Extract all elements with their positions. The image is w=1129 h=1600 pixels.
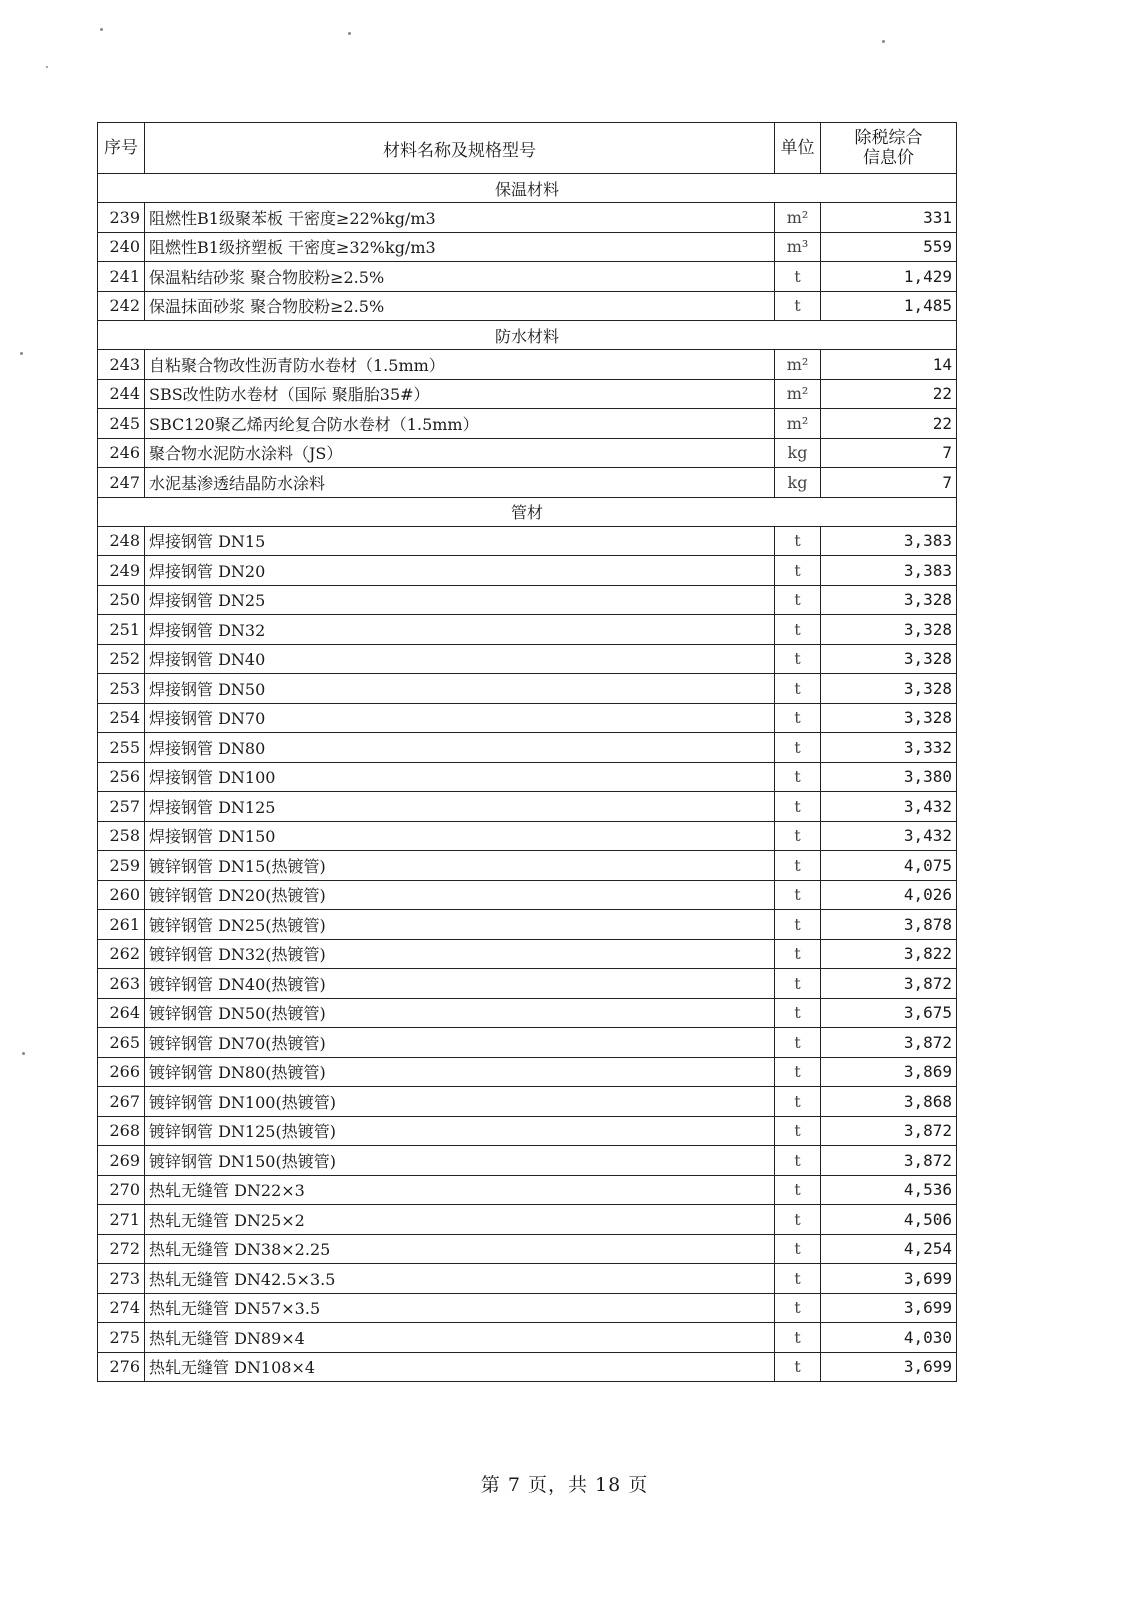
row-number: 240 — [98, 232, 145, 262]
row-number: 258 — [98, 821, 145, 851]
table-row — [98, 1057, 957, 1087]
section-row — [98, 497, 957, 526]
row-number: 244 — [98, 379, 145, 409]
price-cell: 3,328 — [821, 615, 957, 645]
material-name: 镀锌钢管 DN15(热镀管) — [145, 851, 775, 881]
row-number: 266 — [98, 1057, 145, 1087]
row-number: 245 — [98, 409, 145, 439]
price-cell: 3,328 — [821, 585, 957, 615]
row-number: 267 — [98, 1087, 145, 1117]
table-row — [98, 526, 957, 556]
price-cell: 3,872 — [821, 1116, 957, 1146]
material-name: 焊接钢管 DN70 — [145, 703, 775, 733]
table-row — [98, 703, 957, 733]
unit-cell: t — [775, 1028, 821, 1058]
material-name: 焊接钢管 DN15 — [145, 526, 775, 556]
material-name: 焊接钢管 DN32 — [145, 615, 775, 645]
row-number: 259 — [98, 851, 145, 881]
row-number: 241 — [98, 262, 145, 292]
price-cell: 3,872 — [821, 969, 957, 999]
row-number: 275 — [98, 1323, 145, 1353]
material-name: 热轧无缝管 DN42.5×3.5 — [145, 1264, 775, 1294]
price-cell: 4,030 — [821, 1323, 957, 1353]
row-number: 248 — [98, 526, 145, 556]
unit-cell: kg — [775, 468, 821, 498]
price-cell: 4,536 — [821, 1175, 957, 1205]
price-cell: 3,383 — [821, 556, 957, 586]
material-name: 镀锌钢管 DN125(热镀管) — [145, 1116, 775, 1146]
table-row — [98, 1352, 957, 1382]
unit-cell: m² — [775, 379, 821, 409]
unit-cell: m³ — [775, 232, 821, 262]
unit-cell: t — [775, 880, 821, 910]
price-cell: 1,485 — [821, 291, 957, 321]
material-name: 焊接钢管 DN125 — [145, 792, 775, 822]
row-number: 250 — [98, 585, 145, 615]
row-number: 251 — [98, 615, 145, 645]
table-row — [98, 585, 957, 615]
table-header-row — [98, 123, 957, 174]
price-cell: 22 — [821, 379, 957, 409]
row-number: 257 — [98, 792, 145, 822]
section-row — [98, 321, 957, 350]
price-cell: 3,872 — [821, 1028, 957, 1058]
material-name: 焊接钢管 DN20 — [145, 556, 775, 586]
table-row — [98, 1293, 957, 1323]
table-row — [98, 762, 957, 792]
unit-cell: t — [775, 585, 821, 615]
table-row — [98, 1028, 957, 1058]
row-number: 255 — [98, 733, 145, 763]
price-cell: 4,075 — [821, 851, 957, 881]
material-name: 热轧无缝管 DN57×3.5 — [145, 1293, 775, 1323]
table-row — [98, 438, 957, 468]
material-name: 保温抹面砂浆 聚合物胶粉≥2.5% — [145, 291, 775, 321]
row-number: 261 — [98, 910, 145, 940]
header-price-line1: 除税综合 — [854, 128, 923, 148]
material-name: 焊接钢管 DN40 — [145, 644, 775, 674]
unit-cell: t — [775, 262, 821, 292]
scan-speck — [20, 352, 23, 355]
unit-cell: t — [775, 939, 821, 969]
material-name: 热轧无缝管 DN89×4 — [145, 1323, 775, 1353]
price-cell: 4,026 — [821, 880, 957, 910]
price-cell: 14 — [821, 350, 957, 380]
material-name: 镀锌钢管 DN50(热镀管) — [145, 998, 775, 1028]
unit-cell: t — [775, 1264, 821, 1294]
section-title: 防水材料 — [98, 321, 957, 350]
unit-cell: t — [775, 733, 821, 763]
table-row — [98, 880, 957, 910]
price-cell: 7 — [821, 468, 957, 498]
price-cell: 3,432 — [821, 792, 957, 822]
table-row — [98, 1264, 957, 1294]
material-name: 热轧无缝管 DN38×2.25 — [145, 1234, 775, 1264]
unit-cell: kg — [775, 438, 821, 468]
price-cell: 3,872 — [821, 1146, 957, 1176]
scan-speck — [100, 28, 103, 31]
material-name: 焊接钢管 DN80 — [145, 733, 775, 763]
row-number: 272 — [98, 1234, 145, 1264]
unit-cell: t — [775, 851, 821, 881]
unit-cell: t — [775, 1057, 821, 1087]
scan-speck — [882, 40, 885, 43]
scan-speck — [348, 32, 351, 35]
row-number: 243 — [98, 350, 145, 380]
material-name: 保温粘结砂浆 聚合物胶粉≥2.5% — [145, 262, 775, 292]
material-name: 焊接钢管 DN50 — [145, 674, 775, 704]
table-row — [98, 1323, 957, 1353]
price-cell: 3,380 — [821, 762, 957, 792]
row-number: 274 — [98, 1293, 145, 1323]
price-cell: 1,429 — [821, 262, 957, 292]
material-name: 镀锌钢管 DN20(热镀管) — [145, 880, 775, 910]
price-cell: 3,699 — [821, 1352, 957, 1382]
table-row — [98, 1205, 957, 1235]
section-title: 管材 — [98, 497, 957, 526]
price-cell: 3,328 — [821, 674, 957, 704]
unit-cell: t — [775, 1352, 821, 1382]
row-number: 247 — [98, 468, 145, 498]
unit-cell: t — [775, 821, 821, 851]
price-cell: 3,328 — [821, 644, 957, 674]
row-number: 273 — [98, 1264, 145, 1294]
material-name: 热轧无缝管 DN108×4 — [145, 1352, 775, 1382]
unit-cell: m² — [775, 203, 821, 233]
material-name: 镀锌钢管 DN150(热镀管) — [145, 1146, 775, 1176]
table-row — [98, 644, 957, 674]
section-row — [98, 174, 957, 203]
table-row — [98, 468, 957, 498]
header-unit: 单位 — [775, 123, 821, 174]
table-row — [98, 350, 957, 380]
scan-speck — [46, 66, 48, 68]
unit-cell: t — [775, 1146, 821, 1176]
row-number: 253 — [98, 674, 145, 704]
material-name: SBS改性防水卷材（国际 聚脂胎35#） — [145, 379, 775, 409]
price-table — [97, 122, 957, 1382]
unit-cell: t — [775, 615, 821, 645]
price-cell: 3,328 — [821, 703, 957, 733]
unit-cell: t — [775, 703, 821, 733]
row-number: 265 — [98, 1028, 145, 1058]
table-row — [98, 262, 957, 292]
row-number: 249 — [98, 556, 145, 586]
material-name: 镀锌钢管 DN80(热镀管) — [145, 1057, 775, 1087]
row-number: 276 — [98, 1352, 145, 1382]
material-name: 水泥基渗透结晶防水涂料 — [145, 468, 775, 498]
unit-cell: t — [775, 556, 821, 586]
row-number: 262 — [98, 939, 145, 969]
row-number: 263 — [98, 969, 145, 999]
table-row — [98, 733, 957, 763]
unit-cell: t — [775, 910, 821, 940]
unit-cell: t — [775, 1323, 821, 1353]
table-row — [98, 1234, 957, 1264]
material-name: SBC120聚乙烯丙纶复合防水卷材（1.5mm） — [145, 409, 775, 439]
table-row — [98, 969, 957, 999]
unit-cell: t — [775, 674, 821, 704]
unit-cell: m² — [775, 350, 821, 380]
unit-cell: t — [775, 998, 821, 1028]
price-cell: 22 — [821, 409, 957, 439]
unit-cell: t — [775, 291, 821, 321]
table-row — [98, 674, 957, 704]
material-name: 阻燃性B1级挤塑板 干密度≥32%kg/m3 — [145, 232, 775, 262]
table-row — [98, 556, 957, 586]
price-cell: 331 — [821, 203, 957, 233]
row-number: 256 — [98, 762, 145, 792]
table-row — [98, 998, 957, 1028]
material-name: 镀锌钢管 DN25(热镀管) — [145, 910, 775, 940]
table-row — [98, 379, 957, 409]
row-number: 252 — [98, 644, 145, 674]
row-number: 269 — [98, 1146, 145, 1176]
header-name: 材料名称及规格型号 — [145, 123, 775, 174]
table-row — [98, 409, 957, 439]
unit-cell: t — [775, 1234, 821, 1264]
row-number: 239 — [98, 203, 145, 233]
material-name: 镀锌钢管 DN70(热镀管) — [145, 1028, 775, 1058]
price-cell: 3,432 — [821, 821, 957, 851]
unit-cell: t — [775, 969, 821, 999]
material-name: 自粘聚合物改性沥青防水卷材（1.5mm） — [145, 350, 775, 380]
table-row — [98, 615, 957, 645]
price-cell: 559 — [821, 232, 957, 262]
unit-cell: t — [775, 1087, 821, 1117]
unit-cell: t — [775, 1293, 821, 1323]
price-cell: 3,822 — [821, 939, 957, 969]
material-name: 聚合物水泥防水涂料（JS） — [145, 438, 775, 468]
price-cell: 3,332 — [821, 733, 957, 763]
unit-cell: t — [775, 644, 821, 674]
table-row — [98, 1087, 957, 1117]
unit-cell: t — [775, 762, 821, 792]
material-name: 镀锌钢管 DN40(热镀管) — [145, 969, 775, 999]
unit-cell: t — [775, 1116, 821, 1146]
material-name: 镀锌钢管 DN100(热镀管) — [145, 1087, 775, 1117]
price-cell: 3,869 — [821, 1057, 957, 1087]
price-cell: 3,699 — [821, 1293, 957, 1323]
row-number: 254 — [98, 703, 145, 733]
material-name: 焊接钢管 DN150 — [145, 821, 775, 851]
material-name: 热轧无缝管 DN22×3 — [145, 1175, 775, 1205]
unit-cell: t — [775, 526, 821, 556]
table-row — [98, 910, 957, 940]
unit-cell: t — [775, 792, 821, 822]
row-number: 246 — [98, 438, 145, 468]
unit-cell: t — [775, 1205, 821, 1235]
table-row — [98, 851, 957, 881]
page-number-text: 第 7 页，共 18 页 — [480, 1474, 649, 1496]
row-number: 264 — [98, 998, 145, 1028]
table-body — [98, 174, 957, 1382]
row-number: 242 — [98, 291, 145, 321]
table-row — [98, 291, 957, 321]
price-cell: 3,675 — [821, 998, 957, 1028]
row-number: 270 — [98, 1175, 145, 1205]
material-name: 镀锌钢管 DN32(热镀管) — [145, 939, 775, 969]
price-cell: 3,868 — [821, 1087, 957, 1117]
material-name: 焊接钢管 DN25 — [145, 585, 775, 615]
price-cell: 7 — [821, 438, 957, 468]
price-cell: 3,878 — [821, 910, 957, 940]
row-number: 268 — [98, 1116, 145, 1146]
page-footer — [0, 1470, 1129, 1497]
table-row — [98, 1146, 957, 1176]
section-title: 保温材料 — [98, 174, 957, 203]
header-price-line2: 信息价 — [863, 148, 914, 168]
unit-cell: t — [775, 1175, 821, 1205]
header-no: 序号 — [98, 123, 145, 174]
row-number: 271 — [98, 1205, 145, 1235]
table-row — [98, 203, 957, 233]
material-name: 热轧无缝管 DN25×2 — [145, 1205, 775, 1235]
table-row — [98, 1175, 957, 1205]
price-cell: 3,699 — [821, 1264, 957, 1294]
header-price — [821, 123, 957, 174]
scan-speck — [22, 1052, 25, 1055]
material-name: 焊接钢管 DN100 — [145, 762, 775, 792]
price-cell: 4,254 — [821, 1234, 957, 1264]
table-row — [98, 232, 957, 262]
price-cell: 3,383 — [821, 526, 957, 556]
table-row — [98, 821, 957, 851]
table-row — [98, 939, 957, 969]
unit-cell: m² — [775, 409, 821, 439]
material-name: 阻燃性B1级聚苯板 干密度≥22%kg/m3 — [145, 203, 775, 233]
price-cell: 4,506 — [821, 1205, 957, 1235]
table-row — [98, 1116, 957, 1146]
table-row — [98, 792, 957, 822]
row-number: 260 — [98, 880, 145, 910]
